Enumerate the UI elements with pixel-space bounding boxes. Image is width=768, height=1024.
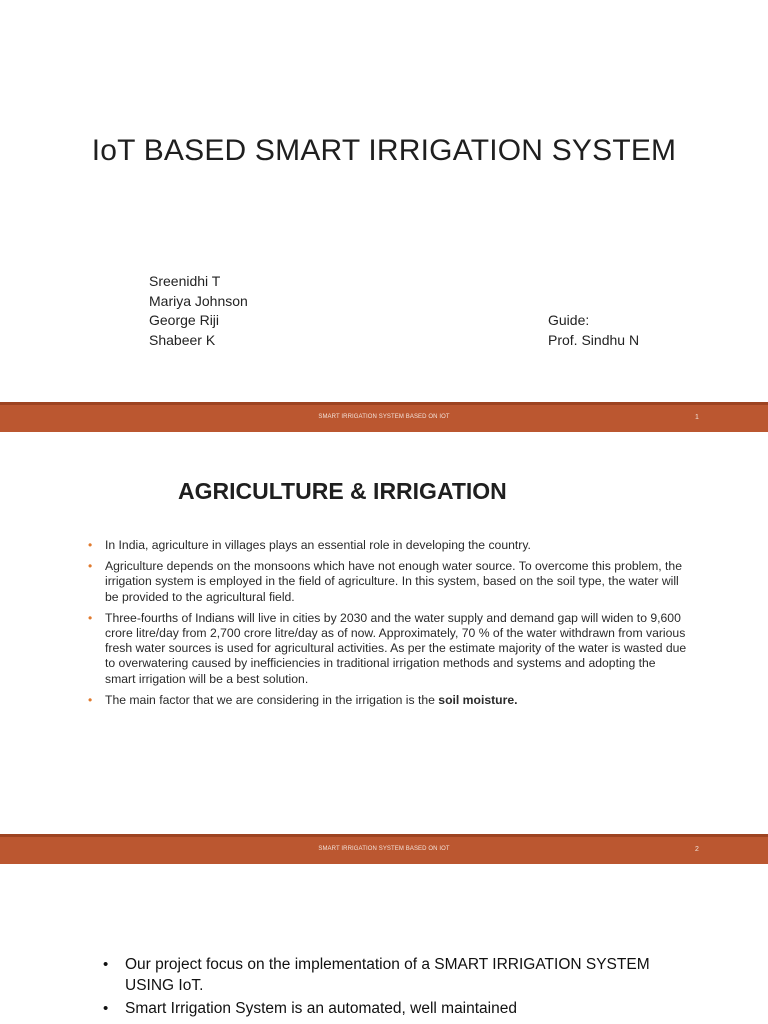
bullet-text: The main factor that we are considering in the irrigation is the bbox=[105, 692, 439, 707]
page-number: 1 bbox=[695, 414, 699, 421]
slide-title: IoT BASED SMART IRRIGATION SYSTEM bbox=[91, 134, 677, 167]
bullet-icon: • bbox=[103, 1000, 109, 1017]
list-item bbox=[88, 538, 688, 553]
bullet-icon: • bbox=[103, 956, 109, 973]
guide-block bbox=[548, 311, 639, 350]
bullet-icon: • bbox=[88, 610, 93, 625]
slide-1 bbox=[0, 0, 768, 402]
bullet-list bbox=[103, 954, 663, 1021]
bullet-icon: • bbox=[88, 692, 93, 707]
bullet-text: Agriculture depends on the monsoons which have not enough water source. To overcome this problem, the irrigation system is employed in the field of agriculture. In this system, based on the soil type, the water will be provided to the agricultural field. bbox=[105, 559, 682, 604]
page-number: 2 bbox=[695, 846, 699, 853]
list-item bbox=[103, 954, 663, 996]
bullet-icon: • bbox=[88, 559, 93, 574]
bullet-emphasis: soil moisture. bbox=[438, 692, 518, 707]
slide-title: AGRICULTURE & IRRIGATION bbox=[178, 478, 507, 504]
list-item bbox=[88, 611, 688, 687]
footer-text: SMART IRRIGATION SYSTEM BASED ON IOT bbox=[318, 846, 450, 852]
list-item bbox=[88, 693, 688, 708]
guide-name: Prof. Sindhu N bbox=[548, 331, 640, 348]
bullet-text: In India, agriculture in villages plays an essential role in developing the country. bbox=[105, 538, 531, 552]
slide-3 bbox=[0, 864, 768, 1024]
bullet-text: Our project focus on the implementation of a SMART IRRIGATION SYSTEM USING IoT. bbox=[125, 956, 650, 994]
slide-2 bbox=[0, 432, 768, 834]
bullet-icon: • bbox=[88, 538, 93, 552]
footer-text: SMART IRRIGATION SYSTEM BASED ON IOT bbox=[318, 414, 450, 420]
guide-label: Guide: bbox=[548, 312, 590, 328]
bullet-text: Three-fourths of Indians will live in cities by 2030 and the water supply and demand gap will widen to 9,600 crore litre/day from 2,700 crore litre/day as of now. Approximately, 70 % of the water withdrawn from various fresh water sources is used for agricultural activities. As per the estimate majority of the water is wasted due to overwatering caused by inefficiencies in traditional irrigation methods and systems and adopting the smart irrigation will be a best solution. bbox=[105, 610, 687, 686]
author-name: Mariya Johnson bbox=[149, 292, 248, 309]
bullet-list bbox=[88, 538, 688, 714]
authors-list bbox=[149, 272, 248, 350]
bullet-text: Smart Irrigation System is an automated, well maintained bbox=[125, 1000, 517, 1017]
author-name: Shabeer K bbox=[149, 331, 216, 348]
list-item bbox=[88, 559, 688, 605]
author-name: Sreenidhi T bbox=[149, 273, 221, 289]
slide-footer-bar bbox=[0, 834, 768, 864]
author-name: George Riji bbox=[149, 312, 220, 328]
slide-footer-bar bbox=[0, 402, 768, 432]
list-item bbox=[103, 998, 663, 1019]
